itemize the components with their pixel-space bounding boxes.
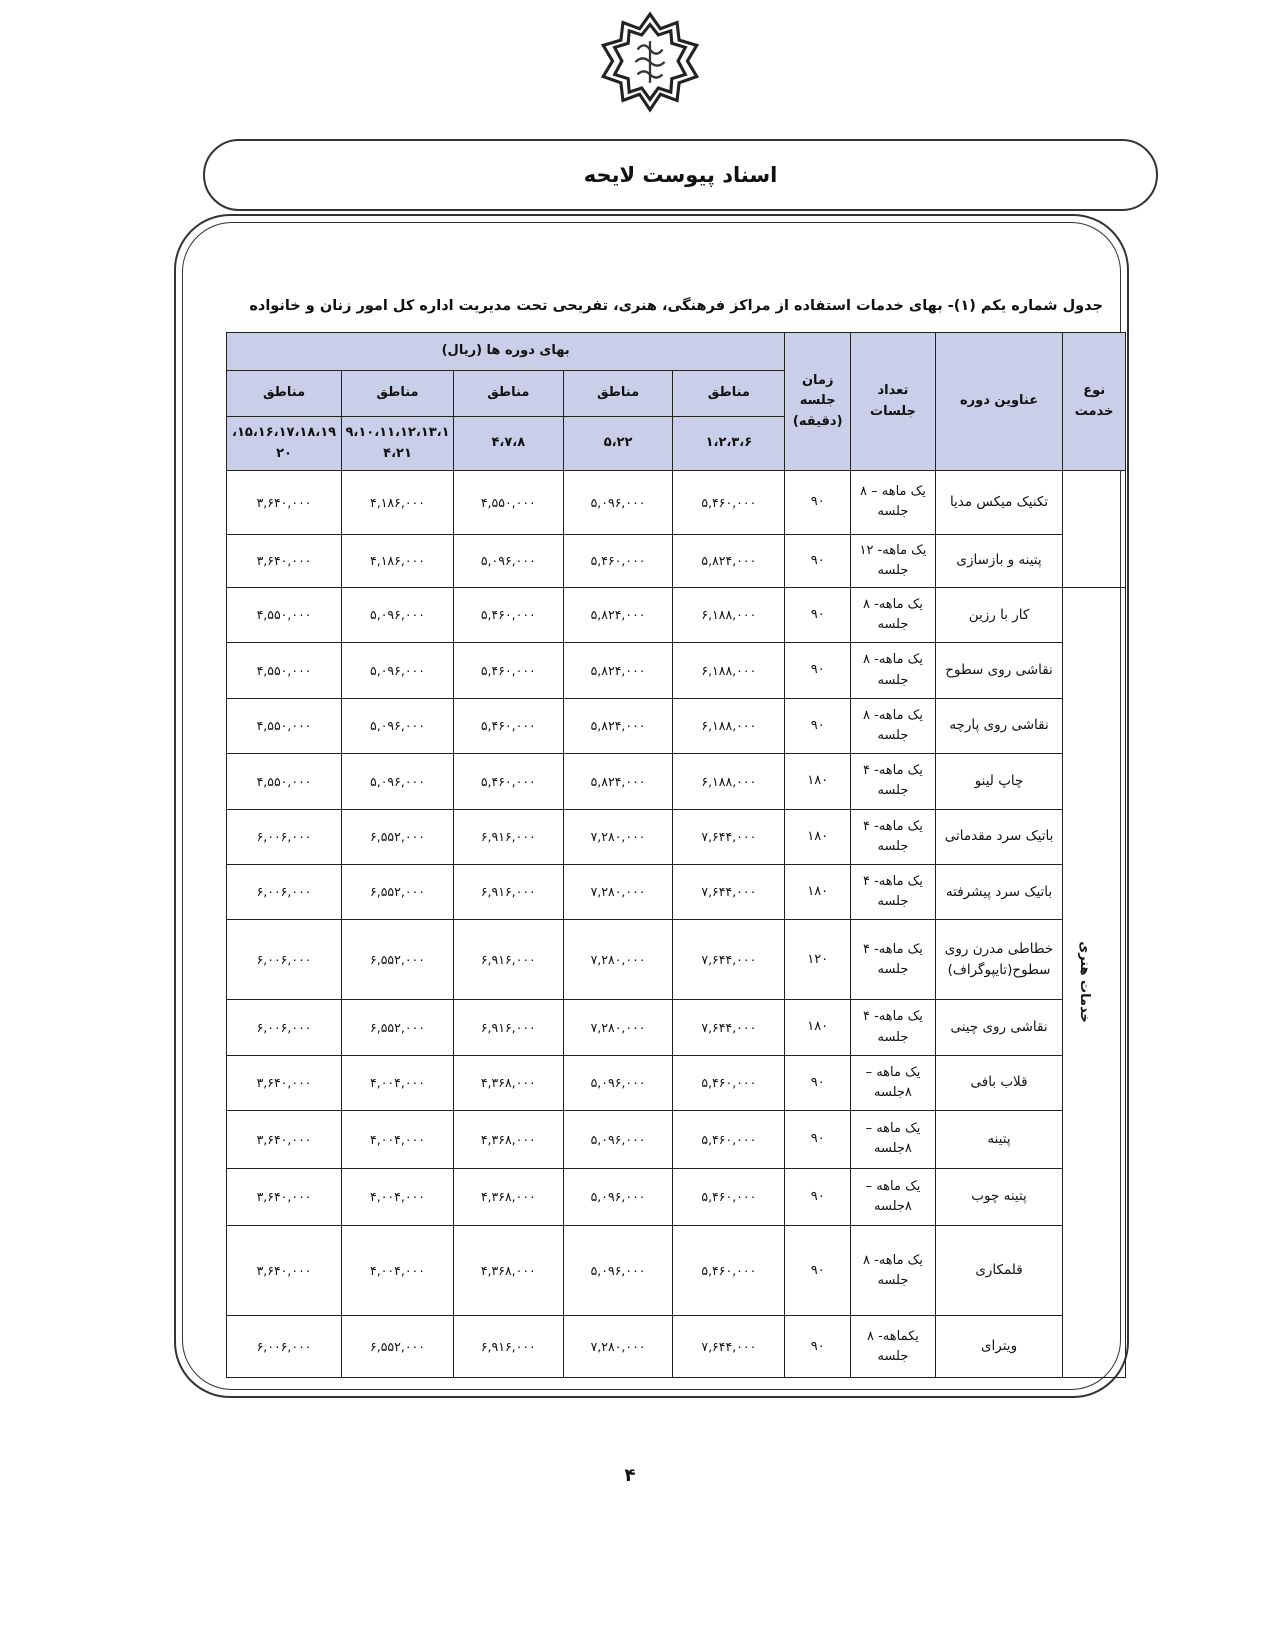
price-cell-zone-1: ۵,۴۶۰,۰۰۰ [673, 1111, 785, 1168]
price-cell-zone-4: ۴,۰۰۴,۰۰۰ [342, 1168, 454, 1225]
price-cell-zone-3: ۴,۳۶۸,۰۰۰ [453, 1111, 563, 1168]
sessions-cell: یک ماهه – ۸جلسه [851, 1055, 936, 1110]
price-cell-zone-1: ۶,۱۸۸,۰۰۰ [673, 587, 785, 642]
table-row [227, 534, 1126, 587]
sessions-cell: یک ماهه- ۴ جلسه [851, 809, 936, 864]
price-cell-zone-4: ۴,۰۰۴,۰۰۰ [342, 1055, 454, 1110]
price-cell-zone-1: ۶,۱۸۸,۰۰۰ [673, 698, 785, 753]
price-cell-zone-1: ۷,۶۴۴,۰۰۰ [673, 1316, 785, 1378]
service-type-label: خدمات هنری [1077, 941, 1093, 1024]
session-time-cell: ۱۸۰ [785, 809, 851, 864]
table-row [227, 1226, 1126, 1316]
price-cell-zone-4: ۴,۰۰۴,۰۰۰ [342, 1226, 454, 1316]
sessions-cell: یک ماهه- ۴ جلسه [851, 754, 936, 809]
price-cell-zone-3: ۴,۳۶۸,۰۰۰ [453, 1168, 563, 1225]
table-row [227, 920, 1126, 1000]
price-cell-zone-4: ۵,۰۹۶,۰۰۰ [342, 698, 454, 753]
session-time-cell: ۹۰ [785, 1316, 851, 1378]
header-zone-4: ۹،۱۰،۱۱،۱۲،۱۳،۱ ۴،۲۱ [342, 417, 454, 471]
price-cell-zone-3: ۵,۴۶۰,۰۰۰ [453, 754, 563, 809]
sessions-cell: یک ماهه – ۸ جلسه [851, 471, 936, 535]
price-cell-zone-2: ۵,۰۹۶,۰۰۰ [563, 471, 673, 535]
sessions-cell: یک ماهه – ۸جلسه [851, 1168, 936, 1225]
price-cell-zone-5: ۴,۵۵۰,۰۰۰ [227, 754, 342, 809]
price-cell-zone-3: ۶,۹۱۶,۰۰۰ [453, 1000, 563, 1055]
course-title-cell: نقاشی روی پارچه [935, 698, 1063, 753]
header-session-time: زمان جلسه (دقیقه) [785, 333, 851, 471]
course-title-cell: نقاشی روی چینی [935, 1000, 1063, 1055]
sessions-cell: یک ماهه- ۸ جلسه [851, 587, 936, 642]
course-title-cell: باتیک سرد مقدماتی [935, 809, 1063, 864]
course-title-cell: کار با رزین [935, 587, 1063, 642]
price-cell-zone-1: ۷,۶۴۴,۰۰۰ [673, 1000, 785, 1055]
price-cell-zone-2: ۵,۰۹۶,۰۰۰ [563, 1168, 673, 1225]
price-cell-zone-2: ۵,۸۲۴,۰۰۰ [563, 698, 673, 753]
price-cell-zone-4: ۶,۵۵۲,۰۰۰ [342, 1316, 454, 1378]
price-cell-zone-2: ۵,۴۶۰,۰۰۰ [563, 534, 673, 587]
price-cell-zone-3: ۵,۴۶۰,۰۰۰ [453, 643, 563, 698]
price-cell-zone-2: ۵,۰۹۶,۰۰۰ [563, 1111, 673, 1168]
table-row [227, 864, 1126, 919]
sessions-cell: یکماهه- ۸ جلسه [851, 1316, 936, 1378]
session-time-cell: ۹۰ [785, 1111, 851, 1168]
header-zone-word: مناطق [563, 371, 673, 417]
price-cell-zone-4: ۴,۱۸۶,۰۰۰ [342, 471, 454, 535]
sessions-cell: یک ماهه- ۸ جلسه [851, 698, 936, 753]
header-zone-word: مناطق [227, 371, 342, 417]
course-title-cell: ویترای [935, 1316, 1063, 1378]
sessions-cell: یک ماهه- ۱۲ جلسه [851, 534, 936, 587]
table-row [227, 1055, 1126, 1110]
course-title-cell: پتینه [935, 1111, 1063, 1168]
price-cell-zone-5: ۳,۶۴۰,۰۰۰ [227, 1111, 342, 1168]
table-row [227, 1111, 1126, 1168]
price-cell-zone-1: ۵,۴۶۰,۰۰۰ [673, 1168, 785, 1225]
price-cell-zone-5: ۶,۰۰۶,۰۰۰ [227, 809, 342, 864]
table-row [227, 643, 1126, 698]
session-time-cell: ۹۰ [785, 471, 851, 535]
price-cell-zone-2: ۷,۲۸۰,۰۰۰ [563, 809, 673, 864]
session-time-cell: ۹۰ [785, 587, 851, 642]
price-cell-zone-2: ۵,۰۹۶,۰۰۰ [563, 1055, 673, 1110]
price-cell-zone-5: ۴,۵۵۰,۰۰۰ [227, 643, 342, 698]
course-title-cell: پتینه و بازسازی [935, 534, 1063, 587]
price-cell-zone-3: ۵,۴۶۰,۰۰۰ [453, 698, 563, 753]
price-cell-zone-4: ۶,۵۵۲,۰۰۰ [342, 920, 454, 1000]
session-time-cell: ۹۰ [785, 698, 851, 753]
price-cell-zone-4: ۴,۱۸۶,۰۰۰ [342, 534, 454, 587]
price-cell-zone-3: ۴,۳۶۸,۰۰۰ [453, 1226, 563, 1316]
header-zone-3: ۴،۷،۸ [453, 417, 563, 471]
price-cell-zone-2: ۷,۲۸۰,۰۰۰ [563, 1316, 673, 1378]
sessions-cell: یک ماهه- ۴ جلسه [851, 920, 936, 1000]
price-cell-zone-4: ۶,۵۵۲,۰۰۰ [342, 864, 454, 919]
price-cell-zone-1: ۶,۱۸۸,۰۰۰ [673, 643, 785, 698]
price-cell-zone-5: ۶,۰۰۶,۰۰۰ [227, 1000, 342, 1055]
tehran-municipality-logo-icon [598, 10, 702, 114]
price-cell-zone-2: ۷,۲۸۰,۰۰۰ [563, 864, 673, 919]
price-cell-zone-5: ۳,۶۴۰,۰۰۰ [227, 1168, 342, 1225]
price-cell-zone-5: ۴,۵۵۰,۰۰۰ [227, 587, 342, 642]
sessions-cell: یک ماهه- ۸ جلسه [851, 1226, 936, 1316]
header-course-titles: عناوین دوره [935, 333, 1063, 471]
document-title: اسناد پیوست لایحه [583, 163, 778, 187]
session-time-cell: ۹۰ [785, 534, 851, 587]
price-cell-zone-2: ۵,۸۲۴,۰۰۰ [563, 587, 673, 642]
header-sessions-count: تعداد جلسات [851, 333, 936, 471]
price-cell-zone-3: ۵,۰۹۶,۰۰۰ [453, 534, 563, 587]
price-cell-zone-5: ۶,۰۰۶,۰۰۰ [227, 920, 342, 1000]
price-cell-zone-5: ۶,۰۰۶,۰۰۰ [227, 1316, 342, 1378]
course-title-cell: تکنیک میکس مدیا [935, 471, 1063, 535]
course-title-cell: نقاشی روی سطوح [935, 643, 1063, 698]
header-zone-word: مناطق [453, 371, 563, 417]
price-cell-zone-5: ۶,۰۰۶,۰۰۰ [227, 864, 342, 919]
table-row [227, 1168, 1126, 1225]
sessions-cell: یک ماهه- ۴ جلسه [851, 864, 936, 919]
header-prices-group: بهای دوره ها (ریال) [227, 333, 785, 371]
price-table [226, 332, 1126, 1378]
price-cell-zone-5: ۴,۵۵۰,۰۰۰ [227, 698, 342, 753]
table-row [227, 587, 1126, 642]
price-cell-zone-3: ۶,۹۱۶,۰۰۰ [453, 809, 563, 864]
price-cell-zone-3: ۶,۹۱۶,۰۰۰ [453, 864, 563, 919]
price-cell-zone-4: ۵,۰۹۶,۰۰۰ [342, 754, 454, 809]
course-title-cell: پتینه چوب [935, 1168, 1063, 1225]
header-zone-1: ۱،۲،۳،۶ [673, 417, 785, 471]
price-cell-zone-1: ۵,۴۶۰,۰۰۰ [673, 471, 785, 535]
price-cell-zone-2: ۷,۲۸۰,۰۰۰ [563, 920, 673, 1000]
price-cell-zone-2: ۵,۸۲۴,۰۰۰ [563, 754, 673, 809]
price-cell-zone-1: ۶,۱۸۸,۰۰۰ [673, 754, 785, 809]
table-row [227, 754, 1126, 809]
price-cell-zone-2: ۷,۲۸۰,۰۰۰ [563, 1000, 673, 1055]
header-zone-5: ۱۵،۱۶،۱۷،۱۸،۱۹، ۲۰ [227, 417, 342, 471]
price-cell-zone-5: ۳,۶۴۰,۰۰۰ [227, 1226, 342, 1316]
table-row [227, 1316, 1126, 1378]
price-cell-zone-1: ۷,۶۴۴,۰۰۰ [673, 920, 785, 1000]
course-title-cell: باتیک سرد پیشرفته [935, 864, 1063, 919]
sessions-cell: یک ماهه- ۴ جلسه [851, 1000, 936, 1055]
session-time-cell: ۹۰ [785, 1168, 851, 1225]
page-number: ۴ [624, 1465, 636, 1486]
price-cell-zone-3: ۵,۴۶۰,۰۰۰ [453, 587, 563, 642]
price-cell-zone-3: ۶,۹۱۶,۰۰۰ [453, 1316, 563, 1378]
price-cell-zone-4: ۴,۰۰۴,۰۰۰ [342, 1111, 454, 1168]
session-time-cell: ۹۰ [785, 1226, 851, 1316]
course-title-cell: قلاب بافی [935, 1055, 1063, 1110]
table-caption: جدول شماره یکم (۱)- بهای خدمات استفاده از مراکز فرهنگی، هنری، تفریحی تحت مدیریت اداره کل امور زنان و خانواده [249, 298, 1103, 314]
table-row [227, 809, 1126, 864]
sessions-cell: یک ماهه- ۸ جلسه [851, 643, 936, 698]
session-time-cell: ۹۰ [785, 643, 851, 698]
header-zone-word: مناطق [673, 371, 785, 417]
price-cell-zone-1: ۷,۶۴۴,۰۰۰ [673, 809, 785, 864]
course-title-cell: چاپ لینو [935, 754, 1063, 809]
session-time-cell: ۱۸۰ [785, 754, 851, 809]
table-row [227, 471, 1126, 535]
price-cell-zone-4: ۵,۰۹۶,۰۰۰ [342, 643, 454, 698]
price-cell-zone-3: ۴,۵۵۰,۰۰۰ [453, 471, 563, 535]
table-row [227, 698, 1126, 753]
document-title-box [203, 139, 1158, 211]
session-time-cell: ۱۸۰ [785, 1000, 851, 1055]
price-table-body [227, 471, 1126, 1378]
price-cell-zone-5: ۳,۶۴۰,۰۰۰ [227, 1055, 342, 1110]
price-cell-zone-2: ۵,۸۲۴,۰۰۰ [563, 643, 673, 698]
price-cell-zone-1: ۵,۸۲۴,۰۰۰ [673, 534, 785, 587]
price-cell-zone-4: ۵,۰۹۶,۰۰۰ [342, 587, 454, 642]
header-zone-2: ۵،۲۲ [563, 417, 673, 471]
price-cell-zone-1: ۷,۶۴۴,۰۰۰ [673, 864, 785, 919]
header-zone-word: مناطق [342, 371, 454, 417]
course-title-cell: قلمکاری [935, 1226, 1063, 1316]
session-time-cell: ۹۰ [785, 1055, 851, 1110]
service-type-cell [1063, 587, 1126, 1377]
session-time-cell: ۱۲۰ [785, 920, 851, 1000]
price-cell-zone-3: ۶,۹۱۶,۰۰۰ [453, 920, 563, 1000]
session-time-cell: ۱۸۰ [785, 864, 851, 919]
price-cell-zone-2: ۵,۰۹۶,۰۰۰ [563, 1226, 673, 1316]
price-cell-zone-5: ۳,۶۴۰,۰۰۰ [227, 534, 342, 587]
header-service-type: نوع خدمت [1063, 333, 1126, 471]
price-cell-zone-4: ۶,۵۵۲,۰۰۰ [342, 1000, 454, 1055]
course-title-cell: خطاطی مدرن روی سطوح(تایپوگراف) [935, 920, 1063, 1000]
price-cell-zone-1: ۵,۴۶۰,۰۰۰ [673, 1226, 785, 1316]
price-cell-zone-4: ۶,۵۵۲,۰۰۰ [342, 809, 454, 864]
price-cell-zone-3: ۴,۳۶۸,۰۰۰ [453, 1055, 563, 1110]
sessions-cell: یک ماهه – ۸جلسه [851, 1111, 936, 1168]
table-row [227, 1000, 1126, 1055]
price-cell-zone-5: ۳,۶۴۰,۰۰۰ [227, 471, 342, 535]
price-cell-zone-1: ۵,۴۶۰,۰۰۰ [673, 1055, 785, 1110]
service-type-cell-empty [1063, 471, 1126, 588]
